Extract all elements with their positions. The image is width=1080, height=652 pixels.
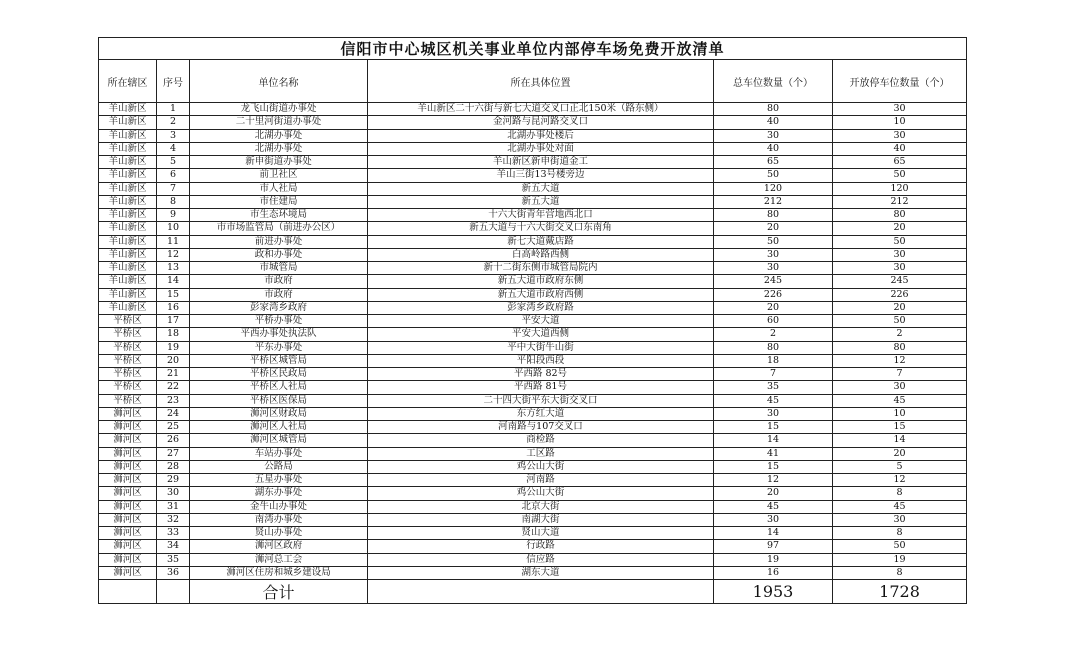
cell-total-spaces: 30	[714, 129, 833, 142]
cell-district: 浉河区	[99, 566, 157, 579]
cell-index: 8	[157, 195, 190, 208]
cell-district: 羊山新区	[99, 129, 157, 142]
cell-location: 行政路	[368, 540, 714, 553]
cell-index: 22	[157, 381, 190, 394]
cell-open-spaces: 12	[833, 354, 967, 367]
table-row	[99, 116, 967, 129]
cell-location: 新五大道市政府西侧	[368, 288, 714, 301]
cell-district: 羊山新区	[99, 235, 157, 248]
cell-unit-name: 市市场监管局（前进办公区）	[190, 222, 368, 235]
cell-index: 26	[157, 434, 190, 447]
cell-total-spaces: 35	[714, 381, 833, 394]
cell-unit-name: 贤山办事处	[190, 527, 368, 540]
cell-total-spaces: 65	[714, 156, 833, 169]
cell-district: 羊山新区	[99, 209, 157, 222]
cell-open-spaces: 10	[833, 407, 967, 420]
cell-open-spaces: 40	[833, 142, 967, 155]
table-row	[99, 328, 967, 341]
cell-unit-name: 金牛山办事处	[190, 500, 368, 513]
cell-total-spaces: 30	[714, 407, 833, 420]
cell-total-spaces: 97	[714, 540, 833, 553]
cell-location: 新五大道	[368, 195, 714, 208]
cell-index: 3	[157, 129, 190, 142]
cell-location: 河南路	[368, 474, 714, 487]
cell-location: 白高岭路西侧	[368, 248, 714, 261]
cell-open-spaces: 30	[833, 262, 967, 275]
cell-location: 湖东大道	[368, 566, 714, 579]
table-row	[99, 460, 967, 473]
table-row	[99, 368, 967, 381]
cell-district: 浉河区	[99, 540, 157, 553]
cell-unit-name: 南湾办事处	[190, 513, 368, 526]
cell-open-spaces: 212	[833, 195, 967, 208]
cell-open-spaces: 30	[833, 248, 967, 261]
cell-location: 河南路与107交叉口	[368, 421, 714, 434]
cell-unit-name: 市住建局	[190, 195, 368, 208]
cell-index: 15	[157, 288, 190, 301]
cell-location: 二十四大街平东大街交叉口	[368, 394, 714, 407]
cell-open-spaces: 30	[833, 381, 967, 394]
header-open-spaces: 开放停车位数量（个）	[833, 60, 967, 103]
cell-open-spaces: 80	[833, 209, 967, 222]
cell-open-spaces: 12	[833, 474, 967, 487]
cell-index: 16	[157, 301, 190, 314]
cell-district: 浉河区	[99, 553, 157, 566]
cell-total-spaces: 120	[714, 182, 833, 195]
table-row	[99, 527, 967, 540]
cell-location: 平安大道	[368, 315, 714, 328]
cell-total-spaces: 19	[714, 553, 833, 566]
table-row	[99, 341, 967, 354]
header-unit-name: 单位名称	[190, 60, 368, 103]
cell-index: 33	[157, 527, 190, 540]
cell-total-spaces: 20	[714, 487, 833, 500]
cell-total-spaces: 20	[714, 301, 833, 314]
cell-district: 羊山新区	[99, 275, 157, 288]
cell-district: 羊山新区	[99, 195, 157, 208]
cell-district: 浉河区	[99, 500, 157, 513]
cell-unit-name: 平桥区医保局	[190, 394, 368, 407]
cell-district: 羊山新区	[99, 169, 157, 182]
cell-location: 鸡公山大街	[368, 460, 714, 473]
cell-district: 浉河区	[99, 513, 157, 526]
cell-district: 浉河区	[99, 434, 157, 447]
cell-index: 35	[157, 553, 190, 566]
cell-index: 19	[157, 341, 190, 354]
cell-index: 24	[157, 407, 190, 420]
cell-open-spaces: 8	[833, 527, 967, 540]
cell-total-spaces: 212	[714, 195, 833, 208]
total-spaces-sum: 1953	[714, 580, 833, 604]
cell-district: 平桥区	[99, 394, 157, 407]
cell-district: 浉河区	[99, 447, 157, 460]
cell-total-spaces: 245	[714, 275, 833, 288]
cell-total-spaces: 80	[714, 341, 833, 354]
cell-index: 12	[157, 248, 190, 261]
cell-open-spaces: 30	[833, 129, 967, 142]
table-row	[99, 103, 967, 116]
total-index-blank	[157, 580, 190, 604]
cell-location: 贤山大道	[368, 527, 714, 540]
cell-location: 平阳段西段	[368, 354, 714, 367]
cell-total-spaces: 15	[714, 460, 833, 473]
cell-unit-name: 浉河总工会	[190, 553, 368, 566]
table-row	[99, 394, 967, 407]
cell-index: 11	[157, 235, 190, 248]
cell-total-spaces: 50	[714, 235, 833, 248]
cell-index: 7	[157, 182, 190, 195]
cell-location: 平中大街牛山街	[368, 341, 714, 354]
cell-unit-name: 平东办事处	[190, 341, 368, 354]
cell-unit-name: 湖东办事处	[190, 487, 368, 500]
cell-index: 25	[157, 421, 190, 434]
cell-unit-name: 新申街道办事处	[190, 156, 368, 169]
table-row	[99, 447, 967, 460]
cell-index: 13	[157, 262, 190, 275]
table-row	[99, 315, 967, 328]
table-row	[99, 354, 967, 367]
table-row	[99, 169, 967, 182]
cell-total-spaces: 14	[714, 527, 833, 540]
cell-index: 20	[157, 354, 190, 367]
table-row	[99, 487, 967, 500]
cell-location: 东方红大道	[368, 407, 714, 420]
cell-open-spaces: 50	[833, 315, 967, 328]
cell-total-spaces: 45	[714, 394, 833, 407]
cell-district: 羊山新区	[99, 156, 157, 169]
cell-location: 北湖办事处楼后	[368, 129, 714, 142]
table-row	[99, 248, 967, 261]
cell-total-spaces: 12	[714, 474, 833, 487]
cell-index: 27	[157, 447, 190, 460]
cell-unit-name: 平桥办事处	[190, 315, 368, 328]
header-row	[99, 60, 967, 103]
cell-unit-name: 市人社局	[190, 182, 368, 195]
cell-unit-name: 前进办事处	[190, 235, 368, 248]
cell-open-spaces: 20	[833, 447, 967, 460]
cell-district: 浉河区	[99, 527, 157, 540]
cell-open-spaces: 30	[833, 513, 967, 526]
cell-location: 南湖大街	[368, 513, 714, 526]
table-row	[99, 222, 967, 235]
cell-total-spaces: 40	[714, 142, 833, 155]
sheet-title: 信阳市中心城区机关事业单位内部停车场免费开放清单	[99, 38, 967, 60]
cell-district: 羊山新区	[99, 103, 157, 116]
cell-index: 36	[157, 566, 190, 579]
cell-location: 商检路	[368, 434, 714, 447]
cell-location: 鸡公山大街	[368, 487, 714, 500]
cell-district: 平桥区	[99, 368, 157, 381]
cell-district: 平桥区	[99, 381, 157, 394]
cell-unit-name: 市政府	[190, 288, 368, 301]
parking-list-sheet	[98, 37, 966, 604]
cell-index: 5	[157, 156, 190, 169]
cell-open-spaces: 45	[833, 500, 967, 513]
cell-unit-name: 公路局	[190, 460, 368, 473]
cell-open-spaces: 7	[833, 368, 967, 381]
table-row	[99, 407, 967, 420]
cell-open-spaces: 2	[833, 328, 967, 341]
cell-total-spaces: 80	[714, 209, 833, 222]
cell-unit-name: 浉河区住房和城乡建设局	[190, 566, 368, 579]
cell-unit-name: 彭家湾乡政府	[190, 301, 368, 314]
cell-unit-name: 平桥区城管局	[190, 354, 368, 367]
table-row	[99, 195, 967, 208]
cell-open-spaces: 15	[833, 421, 967, 434]
cell-open-spaces: 80	[833, 341, 967, 354]
header-location: 所在具体位置	[368, 60, 714, 103]
cell-total-spaces: 80	[714, 103, 833, 116]
cell-district: 羊山新区	[99, 142, 157, 155]
total-label: 合计	[190, 580, 368, 604]
cell-unit-name: 平桥区人社局	[190, 381, 368, 394]
cell-unit-name: 市生态环境局	[190, 209, 368, 222]
table-row	[99, 142, 967, 155]
cell-unit-name: 浉河区财政局	[190, 407, 368, 420]
cell-total-spaces: 30	[714, 513, 833, 526]
cell-open-spaces: 8	[833, 487, 967, 500]
cell-unit-name: 浉河区人社局	[190, 421, 368, 434]
cell-location: 羊山新区二十六街与新七大道交叉口正北150米（路东侧）	[368, 103, 714, 116]
table-row	[99, 209, 967, 222]
cell-open-spaces: 20	[833, 222, 967, 235]
cell-district: 羊山新区	[99, 222, 157, 235]
table-row	[99, 540, 967, 553]
cell-unit-name: 龙飞山街道办事处	[190, 103, 368, 116]
cell-unit-name: 车站办事处	[190, 447, 368, 460]
header-district: 所在辖区	[99, 60, 157, 103]
cell-open-spaces: 14	[833, 434, 967, 447]
cell-unit-name: 浉河区城管局	[190, 434, 368, 447]
cell-total-spaces: 45	[714, 500, 833, 513]
cell-open-spaces: 30	[833, 103, 967, 116]
cell-unit-name: 平西办事处执法队	[190, 328, 368, 341]
cell-open-spaces: 20	[833, 301, 967, 314]
table-row	[99, 381, 967, 394]
cell-open-spaces: 10	[833, 116, 967, 129]
cell-unit-name: 北湖办事处	[190, 142, 368, 155]
cell-open-spaces: 226	[833, 288, 967, 301]
cell-index: 28	[157, 460, 190, 473]
cell-unit-name: 政和办事处	[190, 248, 368, 261]
table-row	[99, 301, 967, 314]
cell-open-spaces: 5	[833, 460, 967, 473]
cell-district: 浉河区	[99, 407, 157, 420]
cell-index: 4	[157, 142, 190, 155]
cell-open-spaces: 45	[833, 394, 967, 407]
cell-district: 平桥区	[99, 354, 157, 367]
cell-district: 羊山新区	[99, 288, 157, 301]
cell-location: 北京大街	[368, 500, 714, 513]
cell-total-spaces: 15	[714, 421, 833, 434]
cell-district: 浉河区	[99, 487, 157, 500]
table-row	[99, 275, 967, 288]
total-district-blank	[99, 580, 157, 604]
cell-open-spaces: 50	[833, 169, 967, 182]
cell-location: 新五大道	[368, 182, 714, 195]
table-row	[99, 182, 967, 195]
cell-index: 14	[157, 275, 190, 288]
header-index: 序号	[157, 60, 190, 103]
cell-open-spaces: 8	[833, 566, 967, 579]
cell-index: 21	[157, 368, 190, 381]
cell-index: 9	[157, 209, 190, 222]
cell-total-spaces: 40	[714, 116, 833, 129]
parking-table	[98, 37, 967, 604]
table-row	[99, 566, 967, 579]
cell-location: 羊山新区新申街道金工	[368, 156, 714, 169]
cell-district: 羊山新区	[99, 301, 157, 314]
cell-open-spaces: 65	[833, 156, 967, 169]
cell-location: 北湖办事处对面	[368, 142, 714, 155]
cell-location: 新七大道戴店路	[368, 235, 714, 248]
total-location-blank	[368, 580, 714, 604]
cell-total-spaces: 30	[714, 248, 833, 261]
cell-total-spaces: 20	[714, 222, 833, 235]
cell-index: 31	[157, 500, 190, 513]
cell-location: 金河路与昆河路交叉口	[368, 116, 714, 129]
cell-location: 羊山三街13号楼旁边	[368, 169, 714, 182]
cell-total-spaces: 7	[714, 368, 833, 381]
cell-district: 平桥区	[99, 315, 157, 328]
cell-total-spaces: 2	[714, 328, 833, 341]
cell-district: 浉河区	[99, 421, 157, 434]
cell-unit-name: 五星办事处	[190, 474, 368, 487]
cell-location: 工区路	[368, 447, 714, 460]
cell-index: 18	[157, 328, 190, 341]
cell-open-spaces: 19	[833, 553, 967, 566]
cell-location: 平安大道西侧	[368, 328, 714, 341]
cell-open-spaces: 50	[833, 235, 967, 248]
cell-index: 32	[157, 513, 190, 526]
cell-district: 浉河区	[99, 460, 157, 473]
cell-total-spaces: 18	[714, 354, 833, 367]
cell-index: 6	[157, 169, 190, 182]
cell-unit-name: 平桥区民政局	[190, 368, 368, 381]
cell-location: 信应路	[368, 553, 714, 566]
cell-open-spaces: 245	[833, 275, 967, 288]
table-row	[99, 434, 967, 447]
table-row	[99, 129, 967, 142]
table-row	[99, 156, 967, 169]
table-row	[99, 262, 967, 275]
cell-index: 30	[157, 487, 190, 500]
table-row	[99, 474, 967, 487]
cell-district: 羊山新区	[99, 248, 157, 261]
table-row	[99, 553, 967, 566]
cell-unit-name: 市政府	[190, 275, 368, 288]
cell-index: 23	[157, 394, 190, 407]
cell-total-spaces: 16	[714, 566, 833, 579]
cell-index: 34	[157, 540, 190, 553]
cell-district: 羊山新区	[99, 262, 157, 275]
cell-total-spaces: 50	[714, 169, 833, 182]
cell-unit-name: 北湖办事处	[190, 129, 368, 142]
cell-unit-name: 浉河区政府	[190, 540, 368, 553]
cell-district: 羊山新区	[99, 116, 157, 129]
cell-index: 17	[157, 315, 190, 328]
cell-location: 新五大道市政府东侧	[368, 275, 714, 288]
cell-district: 平桥区	[99, 341, 157, 354]
open-spaces-sum: 1728	[833, 580, 967, 604]
table-row	[99, 235, 967, 248]
cell-location: 平西路 82号	[368, 368, 714, 381]
cell-open-spaces: 50	[833, 540, 967, 553]
cell-location: 平西路 81号	[368, 381, 714, 394]
cell-total-spaces: 41	[714, 447, 833, 460]
cell-total-spaces: 226	[714, 288, 833, 301]
cell-unit-name: 二十里河街道办事处	[190, 116, 368, 129]
cell-total-spaces: 30	[714, 262, 833, 275]
cell-total-spaces: 14	[714, 434, 833, 447]
cell-unit-name: 前卫社区	[190, 169, 368, 182]
header-total-spaces: 总车位数量（个）	[714, 60, 833, 103]
cell-location: 十六大街青年营地西北口	[368, 209, 714, 222]
table-row	[99, 288, 967, 301]
cell-location: 彭家湾乡政府路	[368, 301, 714, 314]
cell-location: 新五大道与十六大街交叉口东南角	[368, 222, 714, 235]
cell-location: 新十二街东侧市城管局院内	[368, 262, 714, 275]
table-row	[99, 500, 967, 513]
cell-district: 平桥区	[99, 328, 157, 341]
cell-unit-name: 市城管局	[190, 262, 368, 275]
cell-index: 10	[157, 222, 190, 235]
table-row	[99, 421, 967, 434]
cell-index: 29	[157, 474, 190, 487]
table-row	[99, 513, 967, 526]
cell-index: 1	[157, 103, 190, 116]
cell-total-spaces: 60	[714, 315, 833, 328]
table-body	[99, 103, 967, 580]
cell-district: 羊山新区	[99, 182, 157, 195]
cell-index: 2	[157, 116, 190, 129]
cell-district: 浉河区	[99, 474, 157, 487]
cell-open-spaces: 120	[833, 182, 967, 195]
total-row	[99, 580, 967, 604]
